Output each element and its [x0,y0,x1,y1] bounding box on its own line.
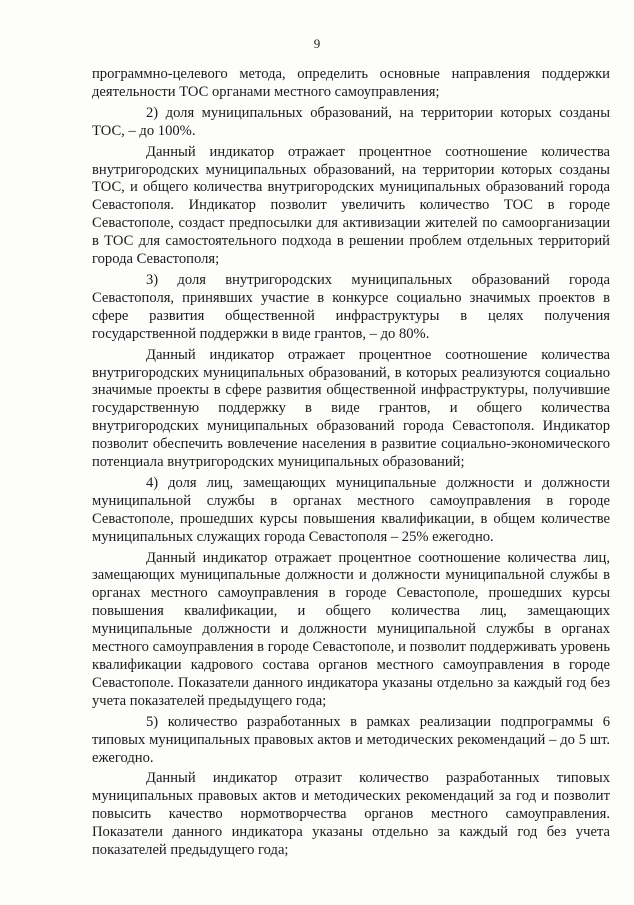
page-number: 9 [313,36,321,51]
paragraph-5: Данный индикатор отражает процентное соотношение количества внутригородских муниципальных образований, в которых реализуются социально значимые проекты в сфере развития общественной инфраструктуры, получившие государственную поддержку в виде грантов, и общего количества внутригородских муниципальных образований города Севастополя. Индикатор позволит обеспечить вовлечение населения в развитие социально-экономического потенциала внутригородских муниципальных образований; [92,346,610,471]
paragraph-9: Данный индикатор отразит количество разработанных типовых муниципальных правовых актов и методических рекомендаций за год и позволит повысить качество нормотворчества органов местного самоуправления. Показатели данного индикатора указаны отдельно за каждый год без учета показателей предыдущего года; [92,770,610,859]
paragraph-3: Данный индикатор отражает процентное соотношение количества внутригородских муниципальных образований, на территории которых созданы ТОС, и общего количества внутригородских муниципальных образований города Севастополя. Индикатор позволит увеличить количество ТОС в городе Севастополе, создаст предпосылки для активизации жителей по самоорганизации в ТОС для самостоятельного подхода в решении проблем отдельных территорий города Севастополя; [92,143,610,268]
paragraph-7: Данный индикатор отражает процентное соотношение количества лиц, замещающих муниципальные должности и должности муниципальной службы в органах местного самоуправления в городе Севастополе, прошедших курсы повышения квалификации, и общего количества лиц, замещающих муниципальные должности и должности муниципальной службы в органах местного самоуправления в городе Севастополе, и позволит поддерживать уровень квалификации кадрового состава органов местного самоуправления в городе Севастополе. Показатели данного индикатора указаны отдельно за каждый год без учета показателей предыдущего года; [92,549,610,709]
paragraph-1: программно-целевого метода, определить основные направления поддержки деятельности ТОС органами местного самоуправления; [92,66,610,100]
document-body [92,66,610,860]
paragraph-2: 2) доля муниципальных образований, на территории которых созданы ТОС, – до 100%. [92,104,610,139]
paragraph-8: 5) количество разработанных в рамках реализации подпрограммы 6 типовых муниципальных правовых актов и методических рекомендаций – до 5 шт. ежегодно. [92,713,610,766]
paragraph-6: 4) доля лиц, замещающих муниципальные должности и должности муниципальной службы в органах местного самоуправления в городе Севастополе, прошедших курсы повышения квалификации, в общем количестве муниципальных служащих города Севастополя – 25% ежегодно. [92,474,610,545]
paragraph-4: 3) доля внутригородских муниципальных образований города Севастополя, принявших участие в конкурсе социально значимых проектов в сфере развития общественной инфраструктуры в целях получения государственной поддержки в виде грантов, – до 80%. [92,271,610,342]
